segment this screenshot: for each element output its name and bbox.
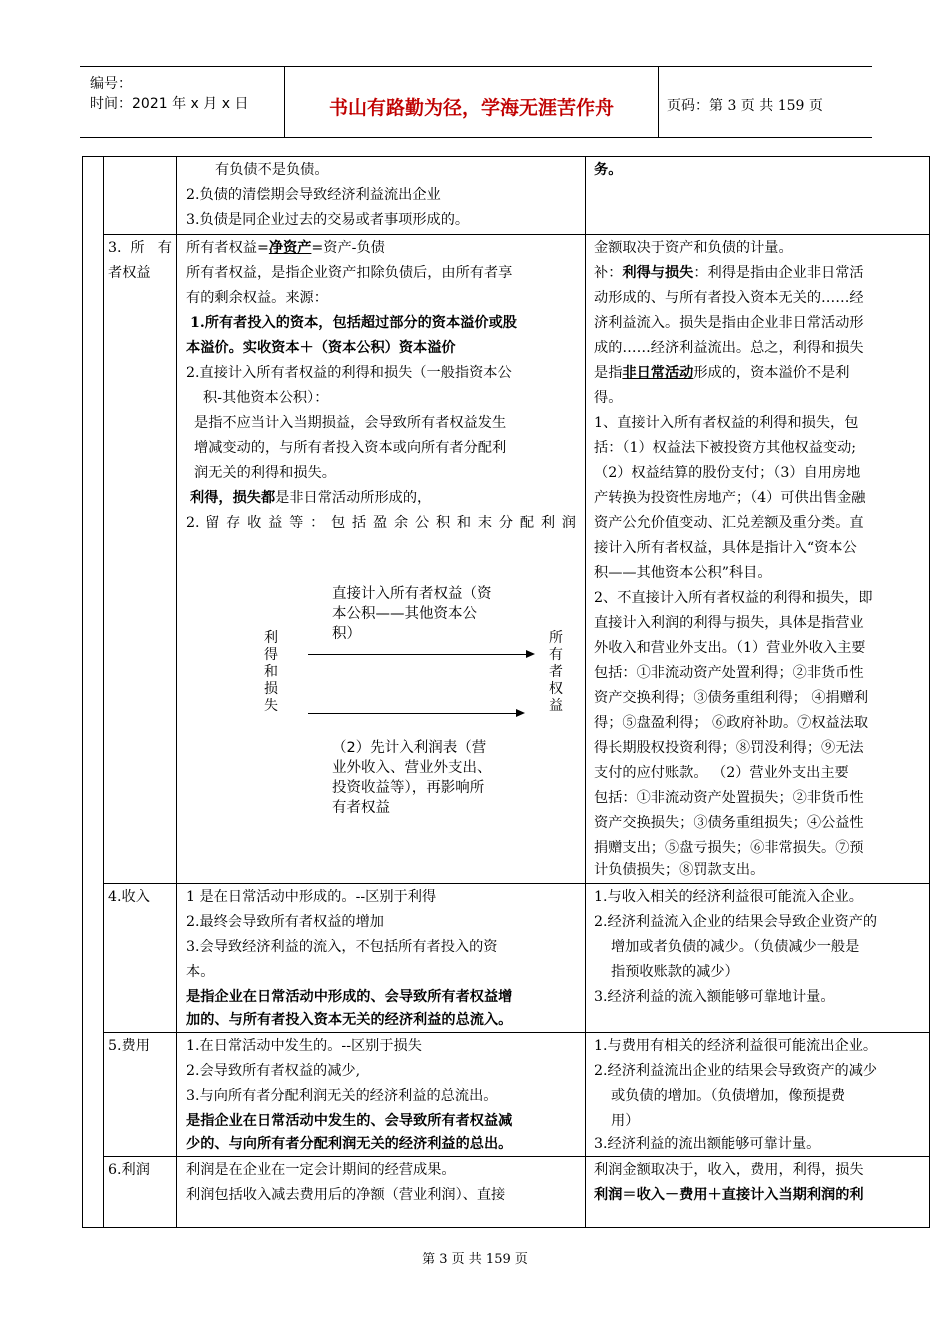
- row4-left-line: 1 是在日常活动中形成的。--区别于利得: [186, 889, 437, 905]
- row3-right-line: 外收入和营业外支出。（1）营业外收入主要: [594, 640, 866, 656]
- row3-right-line: 资产公允价值变动、汇兑差额及重分类。直: [594, 515, 864, 531]
- row3-right-line: 产转换为投资性房地产；（4）可供出售金融: [594, 490, 866, 506]
- diagram-box-line: 业外收入、营业外支出、: [332, 760, 492, 776]
- row3-left-line: 润无关的利得和损失。: [194, 465, 336, 481]
- row3-left-line: 所有者权益，是指企业资产扣除负债后，由所有者享: [186, 265, 513, 281]
- row3-right-line: 2、不直接计入所有者权益的利得和损失，即: [594, 590, 873, 606]
- diagram-box-line: （2）先计入利润表（营: [332, 740, 487, 756]
- diagram-box-income-statement: [332, 738, 492, 818]
- row3-left-line: [186, 511, 576, 536]
- row3-left-line: 是指不应当计入当期损益，会导致所有者权益发生: [194, 415, 507, 431]
- row0-left-line: 有负债不是负债。: [215, 162, 329, 178]
- arrow-line-top: [308, 654, 526, 655]
- diagram-box-line: 直接计入所有者权益（资: [332, 586, 492, 602]
- row3-left-line: 有的剩余权益。来源：: [186, 290, 328, 306]
- row5-left-line: 是指企业在日常活动中发生的、会导致所有者权益减: [186, 1113, 513, 1129]
- row4-left-line: 加的、与所有者投入资本无关的经济利益的总流入。: [186, 1012, 513, 1028]
- row3-right-line: 济利益流入。损失是指由企业非日常活动形: [594, 315, 864, 331]
- row3-label: [108, 236, 172, 261]
- diagram-box-line: 投资收益等），再影响所: [332, 780, 485, 796]
- row3-right-line: [594, 261, 864, 286]
- formula-net-assets: 净资产: [268, 240, 312, 256]
- date-label: 时间：2021 年 x 月 x 日: [90, 96, 249, 112]
- row5-right-line: 用）: [611, 1113, 640, 1129]
- row3-right-line: （2）权益结算的股份支付；（3）自用房地: [594, 465, 861, 481]
- row6-right-line: 利润金额取决于，收入，费用，利得，损失: [594, 1162, 864, 1178]
- row3-right-line: 动形成的、与所有者投入资本无关的……经: [594, 290, 864, 306]
- row5-right-line: 1.与费用有相关的经济利益很可能流出企业。: [594, 1038, 878, 1054]
- row0-left-line: 2.负债的清偿期会导致经济利益流出企业: [186, 187, 441, 203]
- row6-left-line: 利润是在企业在一定会计期间的经营成果。: [186, 1162, 456, 1178]
- text-part: 形成的，资本溢价不是利: [693, 365, 850, 381]
- row4-right-line: 增加或者负债的减少。（负债减少一般是: [611, 939, 860, 955]
- row4-right-line: 指预收账款的减少）: [611, 964, 739, 980]
- row5-right-line: 2.经济利益流出企业的结果会导致资产的减少: [594, 1063, 878, 1079]
- doc-number-label: 编号：: [90, 76, 132, 92]
- row3-right-line: 支付的应付账款。 （2）营业外支出主要: [594, 765, 849, 781]
- row3-left-line: 增减变动的，与所有者投入资本或向所有者分配利: [194, 440, 507, 456]
- row3-left-line: 本溢价。实收资本＋（资本公积）资本溢价: [186, 340, 456, 356]
- row3-right-line: 得长期股权投资利得；⑧罚没利得；⑨无法: [594, 740, 864, 756]
- row3-right-line: 资产交换利得；③债务重组利得； ④捐赠利: [594, 690, 869, 706]
- header-meta-cell: [80, 67, 285, 137]
- page-footer: 第 3 页 共 159 页: [422, 1252, 528, 1267]
- row4-right-line: 1.与收入相关的经济利益很可能流入企业。: [594, 889, 863, 905]
- row3-left-line: 1.所有者投入的资本，包括超过部分的资本溢价或股: [190, 315, 517, 331]
- text-part: 是指: [594, 365, 623, 381]
- row3-left-line: [190, 486, 431, 511]
- row0-left-line: 3.负债是同企业过去的交易或者事项形成的。: [186, 212, 470, 228]
- row4-label: 4.收入: [108, 889, 150, 905]
- diagram-box-line: 本公积——其他资本公: [332, 606, 477, 622]
- row3-label-line1: 3. 所 有: [108, 240, 172, 256]
- gains-losses-rest: 是非日常活动所形成的，: [275, 490, 432, 506]
- row3-left-line: 2.直接计入所有者权益的利得和损失（一般指资本公: [186, 365, 512, 381]
- row5-label: 5.费用: [108, 1038, 150, 1054]
- row3-right-line: 直接计入利润的利得与损失，具体是指营业: [594, 615, 864, 631]
- row5-left-line: 少的、与向所有者分配利润无关的经济利益的总出。: [186, 1136, 513, 1152]
- row6-left-line: 利润包括收入减去费用后的净额（营业利润）、直接: [186, 1187, 506, 1203]
- diagram-box-line: 有者权益: [332, 800, 390, 816]
- formula-part: 所有者权益=: [186, 240, 269, 256]
- row3-right-line: 包括：①非流动资产处置利得；②非货币性: [594, 665, 864, 681]
- row3-right-line: 括：（1）权益法下被投资方其他权益变动;: [594, 440, 857, 456]
- equity-formula: [186, 236, 385, 261]
- motto-text: 书山有路勤为径，学海无涯苦作舟: [328, 97, 614, 119]
- header-page-cell: [659, 67, 872, 137]
- row6-right-line: 利润＝收入－费用＋直接计入当期利润的利: [594, 1187, 864, 1203]
- formula-part: =资产-负债: [311, 240, 385, 256]
- row3-right-line: 资产交换损失；③债务重组损失；④公益性: [594, 815, 864, 831]
- row4-right-line: 3.经济利益的流入额能够可靠地计量。: [594, 989, 835, 1005]
- diagram-right-label: 所有者权益: [549, 630, 563, 714]
- row3-right-line: 1、直接计入所有者权益的利得和损失，包: [594, 415, 859, 431]
- row6-label: 6.利润: [108, 1162, 150, 1178]
- supplement-text: ：利得是指由企业非日常活: [693, 265, 864, 281]
- gains-and-losses-heading: 利得与损失: [622, 265, 694, 281]
- row4-right-line: 2.经济利益流入企业的结果会导致企业资产的: [594, 914, 878, 930]
- row3-label-line2: 者权益: [108, 265, 151, 281]
- diagram-box-line: 积）: [332, 626, 361, 642]
- row3-right-line: 得。: [594, 390, 623, 406]
- arrow-head-icon: [516, 709, 525, 717]
- row5-left-line: 3.与向所有者分配利润无关的经济利益的总流出。: [186, 1088, 498, 1104]
- row3-right-line: 计负债损失；⑧罚款支出。: [594, 862, 765, 878]
- row5-left-line: 2.会导致所有者权益的减少,: [186, 1063, 361, 1079]
- row3-right-line: 接计入所有者权益，具体是指计入“资本公: [594, 540, 857, 556]
- page-header: [80, 66, 872, 138]
- row0-right-line: 务。: [594, 162, 623, 178]
- retained-earnings-line: 2. 留 存 收 益 等 ： 包 括 盈 余 公 积 和 末 分 配 利 润: [186, 515, 576, 531]
- page-number-label: 页码：第 3 页 共 159 页: [667, 98, 823, 114]
- diagram-box-direct: [332, 584, 492, 644]
- row4-left-line: 本。: [186, 964, 215, 980]
- header-motto-cell: [285, 67, 659, 137]
- supplement-prefix: 补：: [594, 265, 623, 281]
- row3-right-line: 成的……经济利益流出。总之，利得和损失: [594, 340, 864, 356]
- row3-right-line: 包括：①非流动资产处置损失；②非货币性: [594, 790, 864, 806]
- diagram-left-label: 利得和损失: [264, 630, 278, 714]
- arrow-line-bottom: [308, 713, 516, 714]
- row3-right-line: 捐赠支出；⑤盘亏损失；⑥非常损失。⑦预: [594, 840, 864, 856]
- row4-left-line: 是指企业在日常活动中形成的、会导致所有者权益增: [186, 989, 513, 1005]
- non-daily-activity-emphasis: 非日常活动: [622, 365, 694, 381]
- row5-right-line: 3.经济利益的流出额能够可靠计量。: [594, 1136, 821, 1152]
- row4-left-line: 2.最终会导致所有者权益的增加: [186, 914, 384, 930]
- gains-losses-bold: 利得，损失都: [190, 490, 276, 506]
- arrow-head-icon: [526, 650, 535, 658]
- row3-right-line: 金额取决于资产和负债的计量。: [594, 240, 793, 256]
- row5-right-line: 或负债的增加。（负债增加，像预提费: [611, 1088, 846, 1104]
- row4-left-line: 3.会导致经济利益的流入，不包括所有者投入的资: [186, 939, 498, 955]
- row3-right-line: 得；⑤盘盈利得； ⑥政府补助。⑦权益法取: [594, 715, 869, 731]
- row3-right-line: 积——其他资本公积”科目。: [594, 565, 772, 581]
- row3-left-line: 积-其他资本公积）：: [203, 390, 329, 406]
- row3-right-line: [594, 361, 849, 386]
- row5-left-line: 1.在日常活动中发生的。--区别于损失: [186, 1038, 422, 1054]
